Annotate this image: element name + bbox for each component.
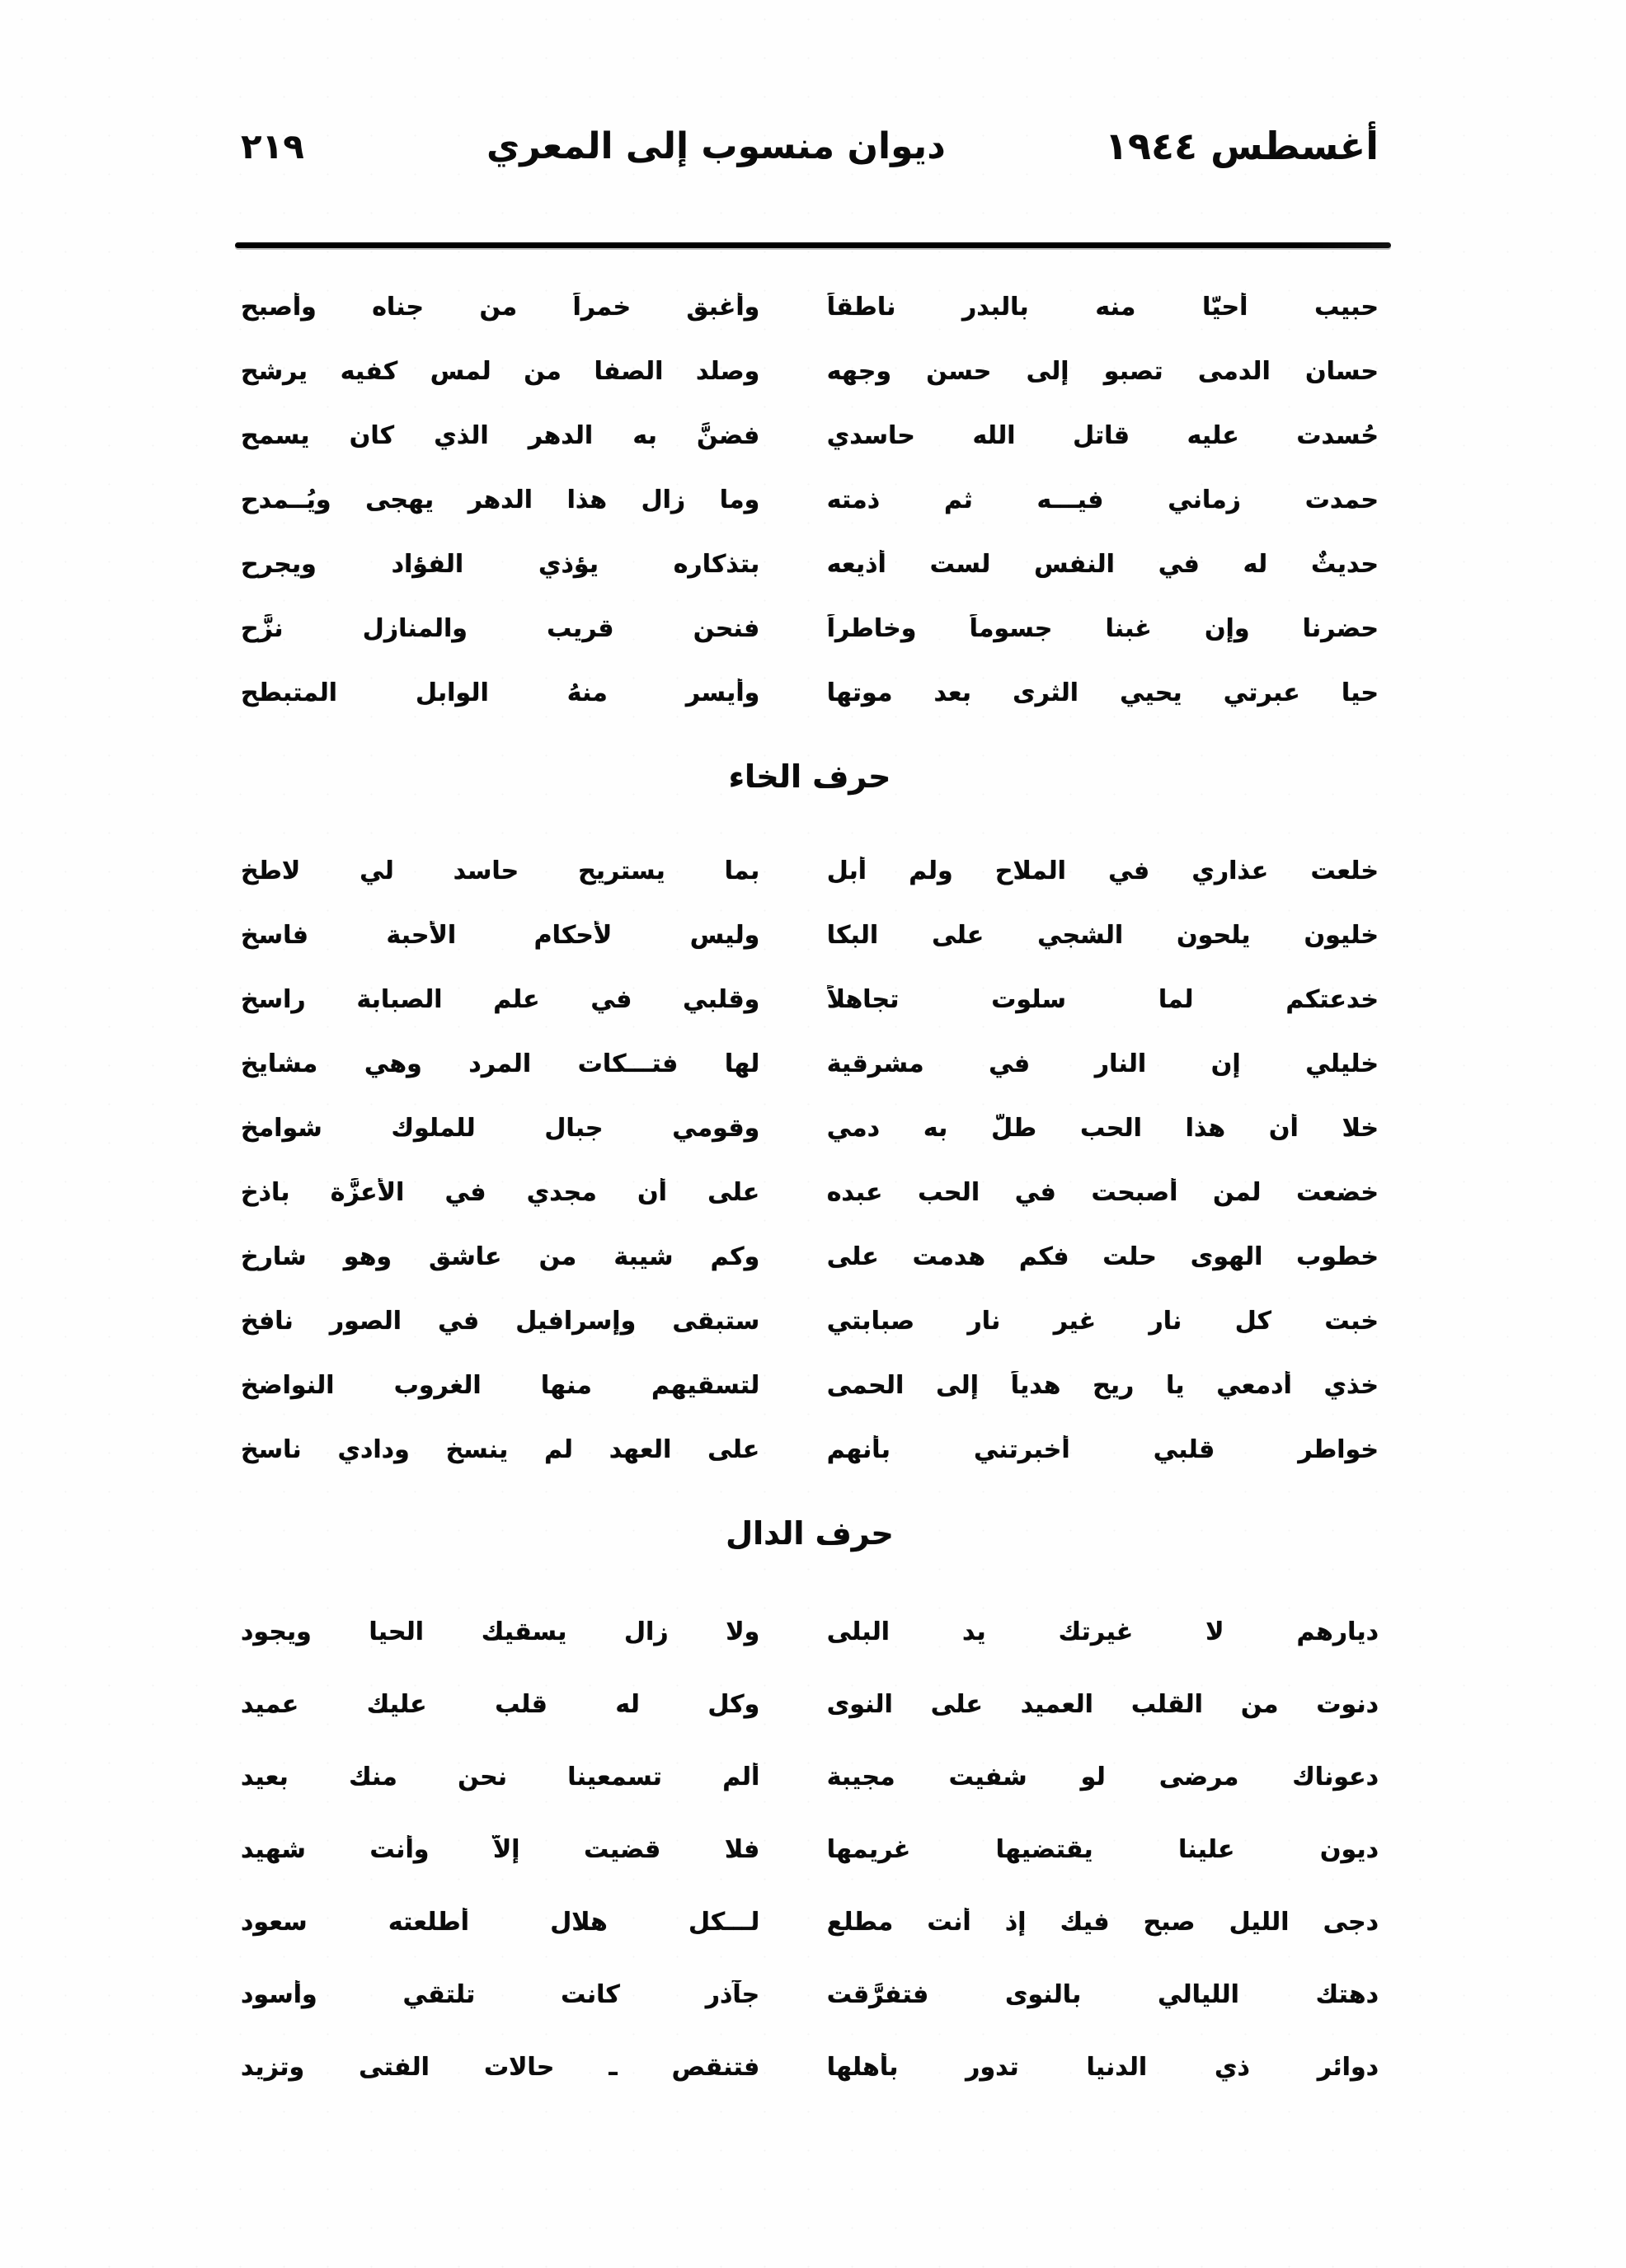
- hemistich-first: دهتك الليالي بالنوى فتفرَّقت: [826, 1979, 1379, 2009]
- hemistich-first: خليون يلحون الشجي على البكا: [826, 920, 1379, 950]
- couplet-row: [241, 1096, 1379, 1160]
- couplet-list: [241, 1595, 1379, 2103]
- hemistich-second: وقومي جبال للملوك شوامخ: [241, 1113, 760, 1143]
- hemistich-first: حبيب أحيّا منه بالبدر ناطقاً: [826, 292, 1379, 322]
- hemistich-second: لها فتـــكات المرد وهي مشايخ: [241, 1049, 760, 1078]
- poem-body: [241, 275, 1379, 2103]
- hemistich-second: على أن مجدي في الأعزَّة باذخ: [241, 1177, 760, 1207]
- hemistich-first: دجى الليل صبح فيك إذ أنت مطلع: [826, 1907, 1379, 1937]
- hemistich-second: ألم تسمعينا نحن منك بعيد: [241, 1762, 760, 1791]
- couplet-row: [241, 838, 1379, 903]
- couplet-row: [241, 1160, 1379, 1224]
- hemistich-second: لـــكل هلال أطلعته سعود: [241, 1907, 760, 1937]
- couplet-row: [241, 1289, 1379, 1353]
- hemistich-first: خبت كل نار غير نار صبابتي: [826, 1306, 1379, 1336]
- hemistich-first: خواطر قلبي أخبرتني بأنهم: [826, 1435, 1379, 1464]
- page-title: ديوان منسوب إلى المعري: [486, 124, 946, 167]
- page-number: ٢١٩: [241, 125, 304, 167]
- hemistich-first: خطوب الهوى حلت فكم هدمت على: [826, 1242, 1379, 1271]
- couplet-row: [241, 1668, 1379, 1740]
- hemistich-first: حديثٌ له في النفس لست أذيعه: [826, 549, 1379, 579]
- hemistich-first: خليلي إن النار في مشرقية: [826, 1049, 1379, 1078]
- couplet-row: [241, 403, 1379, 467]
- hemistich-second: فلا قضيت إلاَّ وأنت شهيد: [241, 1834, 760, 1864]
- hemistich-second: جآذر كانت تلتقي وأسود: [241, 1979, 760, 2009]
- hemistich-first: خلا أن هذا الحب طلَّ به دمي: [826, 1113, 1379, 1143]
- hemistich-first: دعوناك مرضى لو شفيت مجيبة: [826, 1762, 1379, 1791]
- couplet-row: [241, 1417, 1379, 1481]
- couplet-row: [241, 903, 1379, 967]
- hemistich-first: خدعتكم لما سلوت تجاهلاً: [826, 984, 1379, 1014]
- couplet-row: [241, 1595, 1379, 1668]
- couplet-row: [241, 1885, 1379, 1958]
- hemistich-first: خلعت عذاري في الملاح ولم أبل: [826, 856, 1379, 885]
- couplet-row: [241, 467, 1379, 532]
- hemistich-second: فنحن قريب والمنازل نزَّح: [241, 613, 760, 643]
- couplet-row: [241, 596, 1379, 660]
- couplet-list: [241, 275, 1379, 725]
- couplet-row: [241, 1958, 1379, 2031]
- couplet-row: [241, 339, 1379, 403]
- poem-section: [241, 275, 1379, 725]
- hemistich-second: على العهد لم ينسخ ودادي ناسخ: [241, 1435, 760, 1464]
- hemistich-second: وأيسر منهُ الوابل المتبطح: [241, 678, 760, 707]
- hemistich-first: حسان الدمى تصبو إلى حسن وجهه: [826, 356, 1379, 386]
- couplet-row: [241, 1353, 1379, 1417]
- hemistich-second: وكم شيبة من عاشق وهو شارخ: [241, 1242, 760, 1271]
- couplet-row: [241, 967, 1379, 1031]
- couplet-row: [241, 660, 1379, 725]
- hemistich-first: حمدت زماني فيـــه ثم ذمته: [826, 485, 1379, 514]
- section-heading: حرف الخاء: [728, 758, 891, 795]
- hemistich-second: ستبقى وإسرافيل في الصور نافخ: [241, 1306, 760, 1336]
- section-heading: حرف الدال: [726, 1515, 894, 1552]
- couplet-row: [241, 1224, 1379, 1289]
- couplet-row: [241, 2031, 1379, 2103]
- hemistich-first: خذي أدمعي يا ريح هدياً إلى الحمى: [826, 1370, 1379, 1400]
- hemistich-first: حضرنا وإن غبنا جسوماً وخاطراً: [826, 613, 1379, 643]
- couplet-list: [241, 838, 1379, 1481]
- issue-date: أغسطس ١٩٤٤: [1104, 124, 1379, 168]
- hemistich-second: لتسقيهم منها الغروب النواضخ: [241, 1370, 760, 1400]
- hemistich-second: فضنَّ به الدهر الذي كان يسمح: [241, 420, 760, 450]
- couplet-row: [241, 275, 1379, 339]
- hemistich-second: ولا زال يسقيك الحيا ويجود: [241, 1617, 760, 1646]
- hemistich-second: بتذكاره يؤذي الفؤاد ويجرح: [241, 549, 760, 579]
- couplet-row: [241, 1813, 1379, 1885]
- hemistich-first: دنوت من القلب العميد على النوى: [826, 1689, 1379, 1719]
- hemistich-second: بما يستريح حاسد لي لاطخ: [241, 856, 760, 885]
- hemistich-second: وما زال هذا الدهر يهجى ويُــمدح: [241, 485, 760, 514]
- hemistich-first: دوائر ذي الدنيا تدور بأهلها: [826, 2052, 1379, 2082]
- hemistich-second: فتنقص ـ حالات الفتى وتزيد: [241, 2052, 760, 2082]
- hemistich-second: وصلد الصفا من لمس كفيه يرشح: [241, 356, 760, 386]
- hemistich-second: وقلبي في علم الصبابة راسخ: [241, 984, 760, 1014]
- hemistich-second: وليس لأحكام الأحبة فاسخ: [241, 920, 760, 950]
- header-divider: [235, 242, 1391, 248]
- hemistich-first: حيا عبرتي يحيي الثرى بعد موتها: [826, 678, 1379, 707]
- hemistich-first: حُسدت عليه قاتل الله حاسدي: [826, 420, 1379, 450]
- poem-section: [241, 1505, 1379, 2103]
- hemistich-first: خضعت لمن أصبحت في الحب عبده: [826, 1177, 1379, 1207]
- couplet-row: [241, 1031, 1379, 1096]
- hemistich-first: ديون علينا يقتضيها غريمها: [826, 1834, 1379, 1864]
- hemistich-second: وكل له قلب عليك عميد: [241, 1689, 760, 1719]
- hemistich-second: وأغبق خمراً من جناه وأصبح: [241, 292, 760, 322]
- couplet-row: [241, 532, 1379, 596]
- couplet-row: [241, 1740, 1379, 1813]
- page-header: [241, 124, 1379, 168]
- hemistich-first: ديارهم لا غيرتك يد البلى: [826, 1617, 1379, 1646]
- poem-section: [241, 748, 1379, 1481]
